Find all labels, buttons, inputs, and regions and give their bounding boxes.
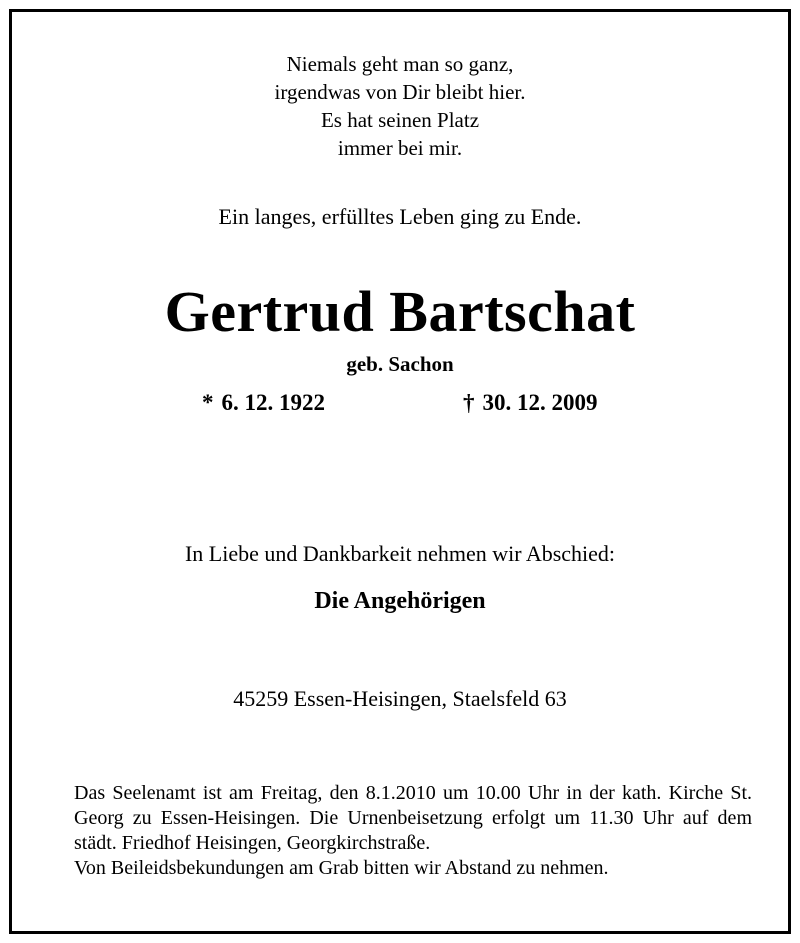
poem-line: immer bei mir. <box>337 136 463 160</box>
poem-line: Es hat seinen Platz <box>320 108 480 132</box>
maiden-name: geb. Sachon <box>346 352 454 376</box>
death-cross-icon: † <box>463 390 475 415</box>
birth-date: 6. 12. 1922 <box>221 390 325 415</box>
condolence-request: Von Beileidsbekundungen am Grab bitten wir Abstand zu nehmen. <box>74 857 609 879</box>
farewell-text: In Liebe und Dankbarkeit nehmen wir Abschied: <box>184 541 616 566</box>
birth-star-icon: * <box>202 390 214 415</box>
address: 45259 Essen-Heisingen, Staelsfeld 63 <box>233 686 567 711</box>
service-details: Das Seelenamt ist am Freitag, den 8.1.2010 um 10.00 Uhr in der kath. Kirche St. Georg zu Essen-Heisingen. Die Urnenbeisetzung erfolgt um 11.30 Uhr auf dem städt. Friedhof Heisingen, Georgkirchstraße. <box>74 782 752 854</box>
birth-date-line <box>202 390 325 416</box>
poem-line: Niemals geht man so ganz, <box>286 52 514 76</box>
poem-line: irgendwas von Dir bleibt hier. <box>274 80 526 104</box>
death-date-line <box>463 390 598 416</box>
obituary-frame <box>9 9 791 934</box>
poem <box>12 50 788 162</box>
death-date: 30. 12. 2009 <box>482 390 598 415</box>
intro-text: Ein langes, erfülltes Leben ging zu Ende. <box>218 204 582 229</box>
funeral-notice <box>74 781 752 881</box>
deceased-name: Gertrud Bartschat <box>164 279 636 344</box>
family-signature: Die Angehörigen <box>314 588 486 614</box>
